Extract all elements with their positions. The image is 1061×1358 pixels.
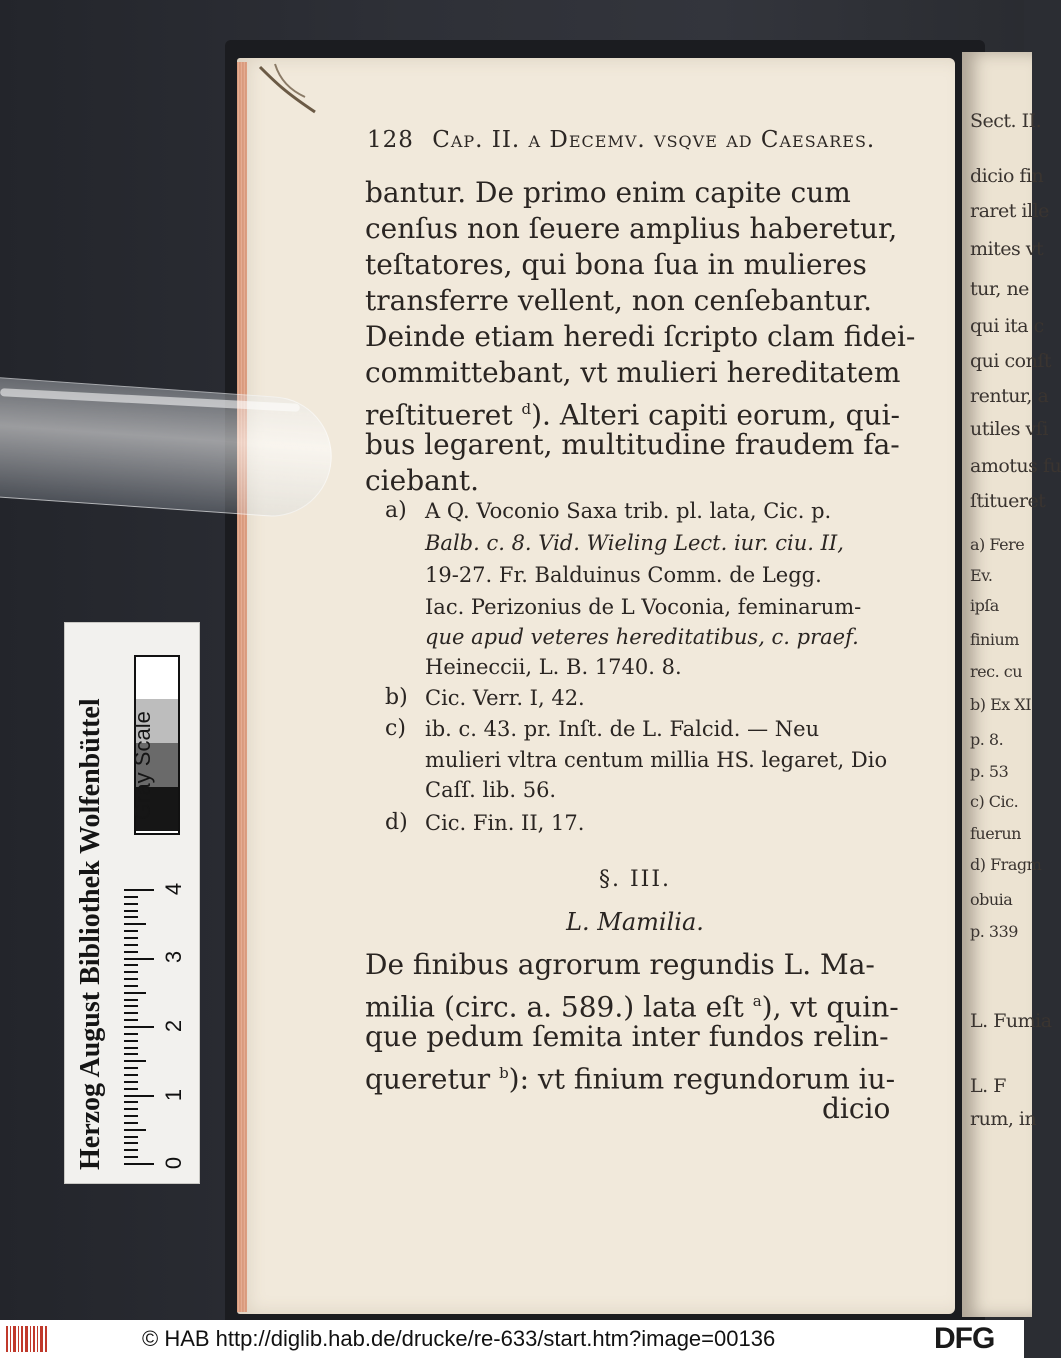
note-line: mulieri vltra centum millia HS. legaret, Dio xyxy=(425,748,888,772)
ruler-tick xyxy=(124,1019,138,1021)
note-line: 19-27. Fr. Balduinus Comm. de Legg. xyxy=(425,563,822,587)
text-segment: milia (circ. a. 589.) lata eſt xyxy=(365,990,744,1024)
text-segment: ). Alteri capiti eorum, qui- xyxy=(531,398,901,432)
facing-page-fragment: qui conſt xyxy=(970,350,1051,372)
note-line: A Q. Voconio Saxa trib. pl. lata, Cic. p. xyxy=(425,499,832,523)
ruler-tick xyxy=(124,1074,138,1076)
ruler-tick xyxy=(124,978,138,980)
facing-page-fragment: p. 53 xyxy=(970,762,1009,781)
ruler-tick xyxy=(124,1005,138,1007)
text-line: De finibus agrorum regundis L. Ma- xyxy=(365,948,875,981)
ruler-tick xyxy=(124,1149,138,1151)
ruler-tick xyxy=(124,896,138,898)
ruler-tick xyxy=(124,985,138,987)
ruler-tick xyxy=(124,1047,138,1049)
ruler-tick xyxy=(124,958,154,960)
facing-page-fragment: Sect. II. xyxy=(970,110,1042,132)
ruler-tick xyxy=(124,1033,138,1035)
ruler-tick xyxy=(124,992,146,994)
gray-scale-label: Gray Scale xyxy=(130,711,155,820)
facing-page-fragment: tur, ne xyxy=(970,278,1029,300)
ruler-tick xyxy=(124,1081,138,1083)
note-mark: d) xyxy=(385,810,408,835)
ruler-tick xyxy=(124,1129,146,1131)
facing-page-fragment: rentur, a xyxy=(970,385,1049,407)
facing-page-fragment: obuia xyxy=(970,890,1013,909)
text-line: bantur. De primo enim capite cum xyxy=(365,176,851,209)
text-segment: reſtitueret xyxy=(365,398,513,432)
text-line: committebant, vt mulieri hereditatem xyxy=(365,356,901,389)
ruler-tick xyxy=(124,1142,138,1144)
ruler-tick xyxy=(124,1101,138,1103)
section-number: §. III. xyxy=(598,867,672,892)
facing-page-fragment: utiles vſi xyxy=(970,418,1048,440)
ruler-tick xyxy=(124,1163,154,1165)
note-mark: a) xyxy=(385,498,407,523)
footnote-marker-d: d xyxy=(521,400,532,418)
dfg-logo: DFG xyxy=(934,1322,995,1355)
ruler-number: 1 xyxy=(161,1088,187,1102)
ruler-tick xyxy=(124,916,138,918)
note-mark: c) xyxy=(385,716,406,741)
facing-page-fragment: p. 339 xyxy=(970,922,1018,941)
facing-page-fragment: b) Ex XI xyxy=(970,695,1032,714)
text-line xyxy=(365,984,899,1024)
facing-page-fragment: c) Cic. xyxy=(970,792,1019,811)
running-title: Cap. II. a Decemv. vsqve ad Caesares. xyxy=(432,127,876,153)
footnote-marker-b: b xyxy=(499,1064,509,1082)
note-line: que apud veteres hereditatibus, c. praef. xyxy=(425,625,859,649)
facing-page-fragment: rum, in xyxy=(970,1108,1037,1130)
gray-swatch-white xyxy=(136,657,178,699)
ruler-number: 0 xyxy=(161,1156,187,1170)
ruler-tick xyxy=(124,944,138,946)
text-segment: ), vt quin- xyxy=(761,990,899,1024)
facing-page-fragment: Ev. xyxy=(970,566,993,585)
ruler-number: 3 xyxy=(161,950,187,964)
text-line xyxy=(365,1056,895,1096)
ruler-tick xyxy=(124,1067,138,1069)
facing-page-fragment: qui ita c xyxy=(970,315,1044,337)
ruler-tick xyxy=(124,1122,138,1124)
facing-page-fragment: L. Fumia xyxy=(970,1010,1052,1032)
ruler-tick xyxy=(124,964,138,966)
page-number: 128 xyxy=(367,127,414,153)
ruler-tick xyxy=(124,971,138,973)
note-line: Balb. c. 8. Vid. Wieling Lect. iur. ciu. II, xyxy=(425,531,844,555)
note-mark: b) xyxy=(385,685,408,710)
barcode-icon xyxy=(6,1326,48,1352)
ruler-tick xyxy=(124,1053,138,1055)
text-line: cenſus non ſeuere amplius haberetur, xyxy=(365,212,898,245)
facing-page-fragment: rec. cu xyxy=(970,662,1023,681)
text-line xyxy=(365,392,900,432)
ruler-tick xyxy=(124,1060,146,1062)
text-line: ciebant. xyxy=(365,464,480,497)
text-line: que pedum ſemita inter fundos relin- xyxy=(365,1020,889,1053)
facing-page-fragment: amotus fu xyxy=(970,455,1061,477)
facing-page-fragment: mites vt xyxy=(970,238,1044,260)
note-line: Iac. Perizonius de L Voconia, feminarum- xyxy=(425,595,862,619)
text-line: bus legarent, multitudine fraudem fa- xyxy=(365,428,900,461)
facing-page-fragment: fuerun xyxy=(970,824,1021,843)
ruler-tick xyxy=(124,937,138,939)
ruler-tick xyxy=(124,1088,138,1090)
ruler-tick xyxy=(124,951,138,953)
facing-page-fragment: L. F xyxy=(970,1075,1006,1097)
ruler-tick xyxy=(124,889,154,891)
facing-page-fragment: a) Fere xyxy=(970,535,1025,554)
ruler-tick xyxy=(124,1095,154,1097)
running-head xyxy=(367,127,907,153)
footnote-marker-a: a xyxy=(752,992,762,1010)
facing-page-fragment: p. 8. xyxy=(970,730,1004,749)
facing-page-fragment: raret ille xyxy=(970,200,1049,222)
ruler-tick xyxy=(124,1026,154,1028)
note-line: Cic. Verr. I, 42. xyxy=(425,686,585,710)
facing-page-fragment: ſtitueret xyxy=(970,490,1046,512)
note-line: ib. c. 43. pr. Inſt. de L. Falcid. — Neu xyxy=(425,717,820,741)
ruler-tick xyxy=(124,1012,138,1014)
note-line: Heineccii, L. B. 1740. 8. xyxy=(425,655,682,679)
page-edge xyxy=(237,62,247,1312)
text-line: Deinde etiam heredi ſcripto clam fidei- xyxy=(365,320,916,353)
ruler-number: 4 xyxy=(161,882,187,896)
text-line: transferre vellent, non cenſebantur. xyxy=(365,284,873,317)
scale-title: Herzog August Bibliothek Wolfenbüttel xyxy=(75,698,106,1170)
section-title: L. Mamilia. xyxy=(566,908,704,936)
ruler-tick xyxy=(124,1136,138,1138)
ruler-tick xyxy=(124,1156,138,1158)
facing-page-fragment: finium xyxy=(970,630,1019,649)
ruler-tick xyxy=(124,1115,138,1117)
ruler-tick xyxy=(124,903,138,905)
text-segment: ): vt finium regundorum iu- xyxy=(508,1062,896,1096)
facing-page-fragment: ipſa xyxy=(970,596,999,615)
ruler-tick xyxy=(124,999,138,1001)
text-line: teſtatores, qui bona ſua in mulieres xyxy=(365,248,867,281)
note-line: Cic. Fin. II, 17. xyxy=(425,811,585,835)
facing-page-fragment: d) Fragm xyxy=(970,855,1042,874)
ruler-tick xyxy=(124,910,138,912)
ruler-number: 2 xyxy=(161,1019,187,1033)
facing-page-fragment: dicio fin xyxy=(970,165,1044,187)
ruler-tick xyxy=(124,1108,138,1110)
ruler-tick xyxy=(124,930,138,932)
ruler-tick xyxy=(124,1040,138,1042)
copyright-link[interactable]: © HAB http://diglib.hab.de/drucke/re-633/start.htm?image=00136 xyxy=(142,1326,776,1351)
thread-mark-icon xyxy=(255,62,325,122)
catchword: dicio xyxy=(822,1092,891,1125)
text-segment: queretur xyxy=(365,1062,491,1096)
note-line: Caſſ. lib. 56. xyxy=(425,778,557,802)
ruler-tick xyxy=(124,923,146,925)
